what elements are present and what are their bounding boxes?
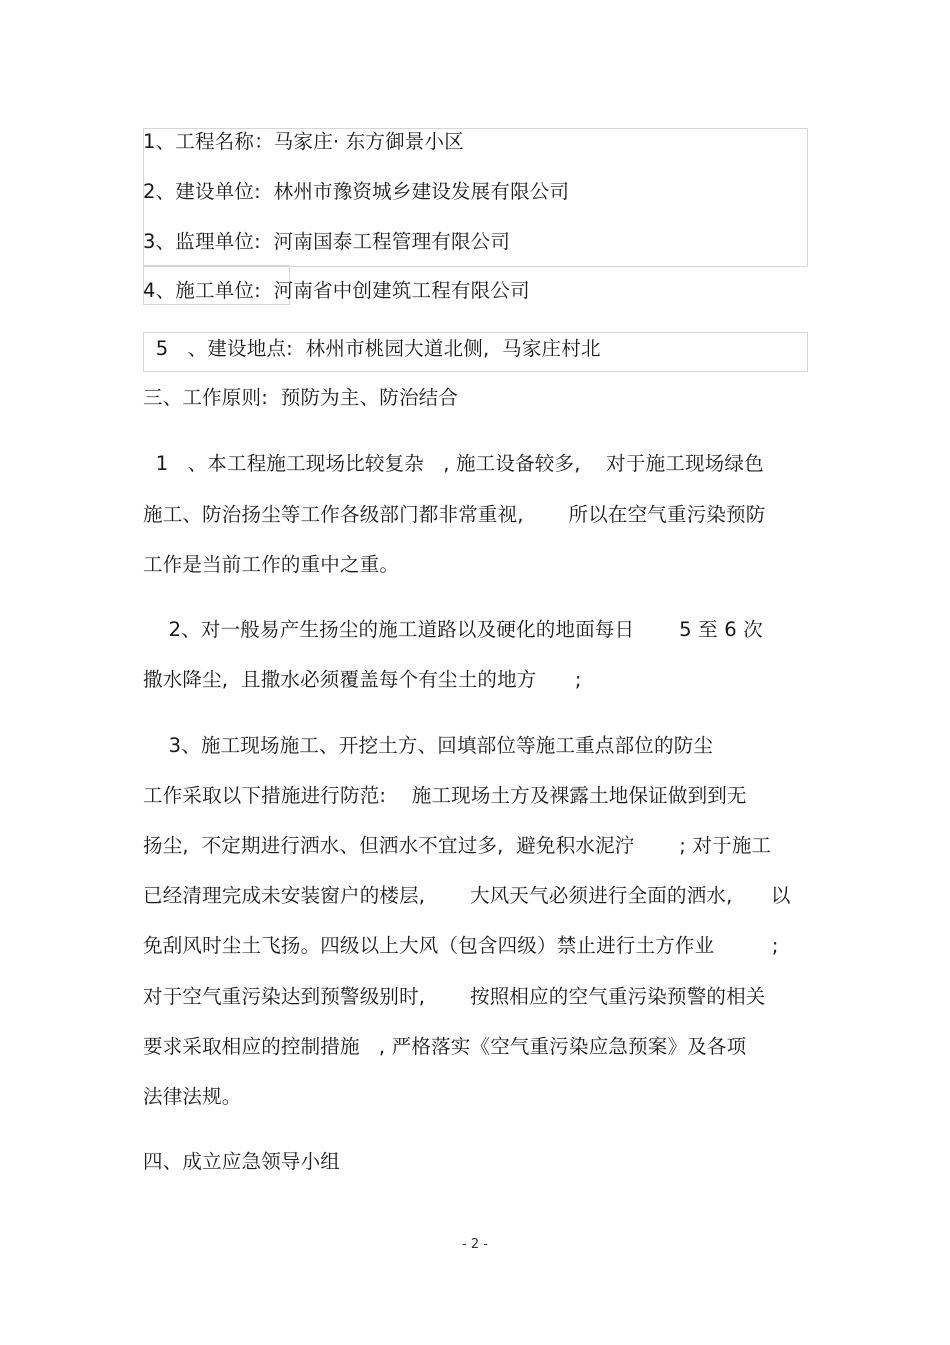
section-heading-principles: 三、工作原则: 预防为主、防治结合 (143, 386, 459, 409)
paragraph-2-line: 撒水降尘, 且撒水必须覆盖每个有尘土的地方 ; (143, 668, 582, 691)
paragraph-1-line: 工作是当前工作的重中之重。 (143, 553, 400, 576)
paragraph-3-line: 对于空气重污染达到预警级别时, 按照相应的空气重污染预警的相关 (143, 985, 766, 1008)
paragraph-1-line: 1 、本工程施工现场比较复杂 , 施工设备较多, 对于施工现场绿色 (143, 452, 764, 475)
paragraph-3-line: 免刮风时尘土飞扬。四级以上大风（包含四级）禁止进行土方作业 ; (143, 934, 779, 957)
paragraph-3-line: 工作采取以下措施进行防范: 施工现场土方及裸露土地保证做到到无 (143, 784, 747, 807)
supervisor-unit-line: 3、监理单位: 河南国泰工程管理有限公司 (143, 230, 511, 253)
page-number: - 2 - (462, 1237, 488, 1252)
paragraph-3-line: 3、施工现场施工、开挖土方、回填部位等施工重点部位的防尘 (143, 734, 714, 757)
section-heading-leadership-group: 四、成立应急领导小组 (143, 1150, 341, 1173)
contractor-unit-line: 4、施工单位: 河南省中创建筑工程有限公司 (143, 279, 530, 302)
site-location-line: 5 、建设地点: 林州市桃园大道北侧, 马家庄村北 (143, 337, 601, 360)
paragraph-3-line: 要求采取相应的控制措施 , 严格落实《空气重污染应急预案》及各项 (143, 1035, 747, 1058)
client-unit-line: 2、建设单位: 林州市豫资城乡建设发展有限公司 (143, 180, 570, 203)
paragraph-3-line: 扬尘, 不定期进行洒水、但洒水不宜过多, 避免积水泥泞 ; 对于施工 (143, 834, 772, 857)
paragraph-2-line: 2、对一般易产生扬尘的施工道路以及硬化的地面每日 5 至 6 次 (143, 618, 763, 641)
project-name-line: 1、工程名称：马家庄· 东方御景小区 (143, 130, 464, 153)
paragraph-3-line: 法律法规。 (143, 1085, 242, 1108)
paragraph-3-line: 已经清理完成未安装窗户的楼层, 大风天气必须进行全面的洒水, 以 (143, 884, 791, 907)
paragraph-1-line: 施工、防治扬尘等工作各级部门都非常重视, 所以在空气重污染预防 (143, 503, 766, 526)
